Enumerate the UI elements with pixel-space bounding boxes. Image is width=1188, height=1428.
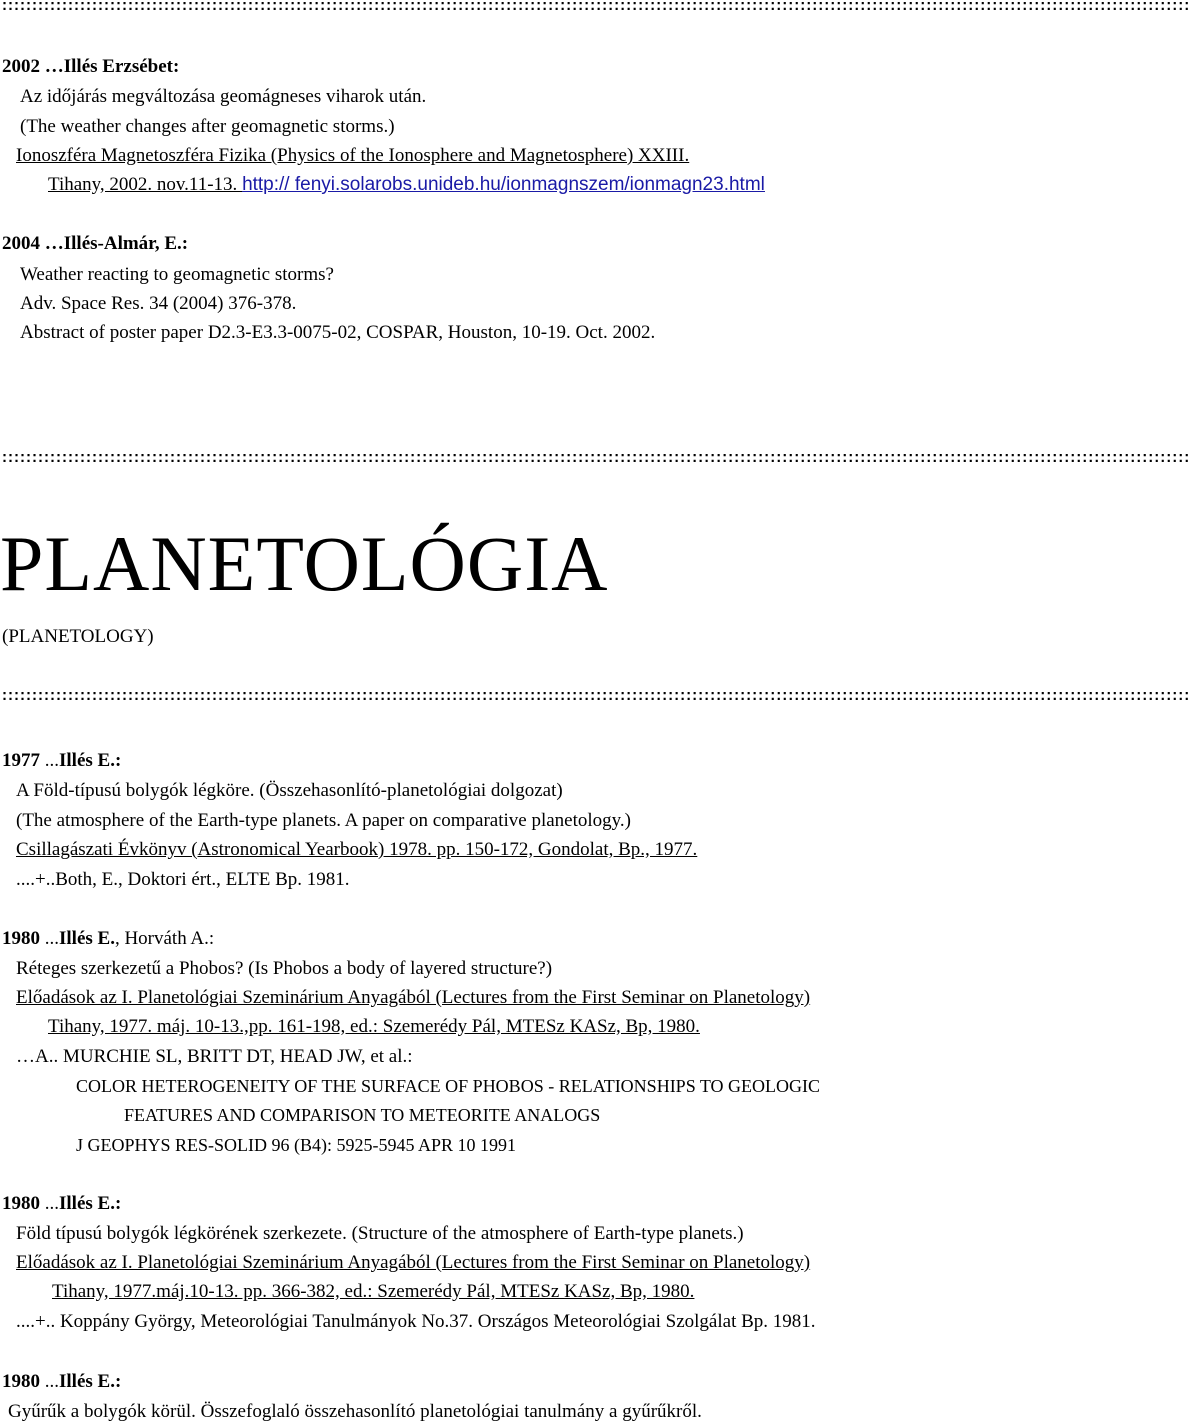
entry-1977-line1: A Föld-típusú bolygók légköre. (Összehasonlító-planetológiai dolgozat) xyxy=(16,780,563,801)
entry-sep: ... xyxy=(44,1193,59,1214)
separator-top: :::::::::::::::::::::::::::::::::::::::::::::::::::::::::::::::::::::::::::::::::::::::::::::::::::::::::::::::::::::::::::::::::::::::::::::::::::::::::::::::::::::::::::::::::::::::::::::::::::::: xyxy=(0,0,1188,15)
entry-1980a-line3: Tihany, 1977. máj. 10-13.,pp. 161-198, ed.: Szemerédy Pál, MTESz KASz, Bp, 1980. xyxy=(48,1016,700,1037)
entry-1980c-header xyxy=(2,1371,121,1393)
entry-year: 2002 xyxy=(2,56,40,77)
entry-ellipsis: … xyxy=(44,56,64,77)
separator-mid: :::::::::::::::::::::::::::::::::::::::::::::::::::::::::::::::::::::::::::::::::::::::::::::::::::::::::::::::::::::::::::::::::::::::::::::::::::::::::::::::::::::::::::::::::::::::::::::::::::::: xyxy=(0,450,1188,467)
entry-1980b-line1: Föld típusú bolygók légkörének szerkezete. (Structure of the atmosphere of Earth-type planets.) xyxy=(16,1223,744,1244)
entry-1980a-line5: COLOR HETEROGENEITY OF THE SURFACE OF PHOBOS - RELATIONSHIPS TO GEOLOGIC xyxy=(76,1076,821,1096)
entry-1980b-line4: ....+.. Koppány György, Meteorológiai Tanulmányok No.37. Országos Meteorológiai Szolgálat Bp. 1981. xyxy=(16,1311,816,1332)
entry-2004-line1: Weather reacting to geomagnetic storms? xyxy=(20,264,334,285)
entry-1980a-line4: …A.. MURCHIE SL, BRITT DT, HEAD JW, et al.: xyxy=(16,1046,413,1067)
entry-ellipsis: … xyxy=(44,233,64,254)
entry-1977-header xyxy=(2,750,121,772)
entry-author: Illés-Almár, E.: xyxy=(63,233,189,254)
entry-year: 2004 xyxy=(2,233,40,254)
entry-author: Illés E.: xyxy=(59,1371,122,1392)
entry-1980c-line1: Gyűrűk a bolygók körül. Összefoglaló összehasonlító planetológiai tanulmány a gyűrűkről. xyxy=(8,1401,702,1422)
section-subtitle: (PLANETOLOGY) xyxy=(2,626,154,647)
entry-1980b-header xyxy=(2,1193,121,1215)
entry-2002-line1: Az időjárás megváltozása geomágneses viharok után. xyxy=(20,86,427,107)
entry-1977-line3: Csillagászati Évkönyv (Astronomical Yearbook) 1978. pp. 150-172, Gondolat, Bp., 1977. xyxy=(16,839,698,860)
entry-2004-header xyxy=(2,233,188,255)
entry-year: 1980 xyxy=(2,928,40,949)
entry-2004-line3: Abstract of poster paper D2.3-E3.3-0075-02, COSPAR, Houston, 10-19. Oct. 2002. xyxy=(20,322,656,343)
entry-2002-line3: Ionoszféra Magnetoszféra Fizika (Physics of the Ionosphere and Magnetosphere) XXIII. xyxy=(16,145,690,166)
separator-section: :::::::::::::::::::::::::::::::::::::::::::::::::::::::::::::::::::::::::::::::::::::::::::::::::::::::::::::::::::::::::::::::::::::::::::::::::::::::::::::::::::::::::::::::::::::::::::::::::::::: xyxy=(0,688,1188,705)
entry-author: Illés E.: xyxy=(59,750,122,771)
entry-coauthor: , Horváth A.: xyxy=(114,928,215,949)
entry-year: 1980 xyxy=(2,1371,40,1392)
entry-1977-line2: (The atmosphere of the Earth-type planets. A paper on comparative planetology.) xyxy=(16,810,631,831)
entry-sep: ... xyxy=(44,928,59,949)
entry-1980b-line3: Tihany, 1977.máj.10-13. pp. 366-382, ed.: Szemerédy Pál, MTESz KASz, Bp, 1980. xyxy=(52,1281,695,1302)
entry-1977-line4: ....+..Both, E., Doktori ért., ELTE Bp. 1981. xyxy=(16,869,350,890)
entry-1980a-line6: FEATURES AND COMPARISON TO METEORITE ANALOGS xyxy=(124,1105,601,1125)
entry-author: Illés E.: xyxy=(59,1193,122,1214)
entry-sep: ... xyxy=(44,1371,59,1392)
entry-2002-line2: (The weather changes after geomagnetic storms.) xyxy=(20,116,395,137)
entry-sep: ... xyxy=(44,750,59,771)
entry-2002-line4 xyxy=(48,174,765,196)
entry-2002-place: Tihany, 2002. nov.11-13. xyxy=(48,174,243,195)
entry-year: 1977 xyxy=(2,750,40,771)
entry-author: Illés E. xyxy=(59,928,115,949)
entry-1980a-line2: Előadások az I. Planetológiai Szeminárium Anyagából (Lectures from the First Seminar on Planetology) xyxy=(16,987,811,1008)
entry-1980a-header xyxy=(2,928,214,950)
entry-1980b-line2: Előadások az I. Planetológiai Szeminárium Anyagából (Lectures from the First Seminar on Planetology) xyxy=(16,1252,811,1273)
entry-author: Illés Erzsébet: xyxy=(63,56,180,77)
entry-2004-line2: Adv. Space Res. 34 (2004) 376-378. xyxy=(20,293,297,314)
entry-2002-url-link[interactable]: http:// fenyi.solarobs.unideb.hu/ionmagnszem/ionmagn23.html xyxy=(242,174,765,195)
entry-1980a-line1: Réteges szerkezetű a Phobos? (Is Phobos a body of layered structure?) xyxy=(16,958,553,979)
entry-year: 1980 xyxy=(2,1193,40,1214)
entry-2002-header xyxy=(2,56,179,78)
entry-1980a-line7: J GEOPHYS RES-SOLID 96 (B4): 5925-5945 APR 10 1991 xyxy=(76,1135,517,1155)
section-title: PLANETOLÓGIA xyxy=(0,520,609,607)
